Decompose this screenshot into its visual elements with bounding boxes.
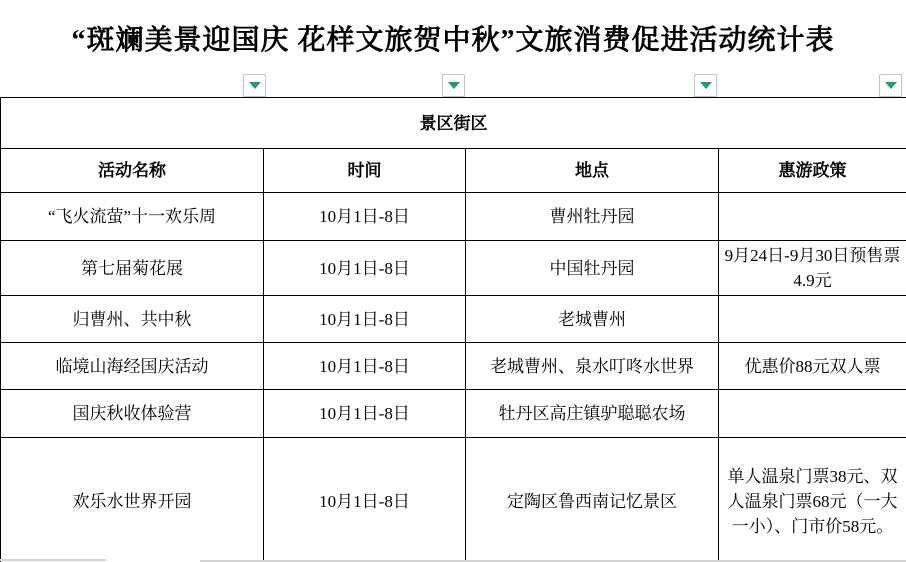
filter-dropdown-button-column-4[interactable] — [879, 74, 902, 97]
filter-dropdown-button-column-1[interactable] — [243, 74, 266, 97]
table-section-row — [1, 98, 906, 149]
filter-dropdown-button-column-2[interactable] — [442, 74, 465, 97]
filter-dropdown-arrow-icon — [448, 82, 460, 89]
cell-time: 10月1日-8日 — [264, 241, 466, 296]
activity-statistics-table — [0, 97, 906, 562]
column-header-activity-name: 活动名称 — [1, 149, 264, 193]
cell-activity-name: 欢乐水世界开园 — [1, 438, 264, 562]
cell-location: 牡丹区高庄镇驴聪聪农场 — [466, 390, 719, 438]
cell-policy — [719, 296, 906, 343]
cell-activity-name: 国庆秋收体验营 — [1, 390, 264, 438]
cell-policy — [719, 193, 906, 241]
table-row — [1, 241, 906, 296]
table-row — [1, 296, 906, 343]
cell-activity-name: “飞火流萤”十一欢乐周 — [1, 193, 264, 241]
table-row — [1, 343, 906, 390]
cell-activity-name: 临境山海经国庆活动 — [1, 343, 264, 390]
cell-location: 定陶区鲁西南记忆景区 — [466, 438, 719, 562]
cell-time: 10月1日-8日 — [264, 296, 466, 343]
cell-location: 老城曹州、泉水叮咚水世界 — [466, 343, 719, 390]
cell-policy — [719, 390, 906, 438]
cell-time: 10月1日-8日 — [264, 193, 466, 241]
cell-time: 10月1日-8日 — [264, 343, 466, 390]
column-header-policy: 惠游政策 — [719, 149, 906, 193]
cell-policy: 单人温泉门票38元、双人温泉门票68元（一大一小）、门市价58元。 — [719, 438, 906, 562]
section-header-cell: 景区街区 — [1, 98, 906, 149]
cell-location: 老城曹州 — [466, 296, 719, 343]
cutoff-gridline — [0, 559, 106, 561]
table-row — [1, 390, 906, 438]
cell-activity-name: 归曹州、共中秋 — [1, 296, 264, 343]
cell-activity-name: 第七届菊花展 — [1, 241, 264, 296]
page-title: “斑斓美景迎国庆 花样文旅贺中秋”文旅消费促进活动统计表 — [71, 25, 835, 56]
table-row — [1, 193, 906, 241]
column-header-time: 时间 — [264, 149, 466, 193]
filter-dropdown-arrow-icon — [249, 82, 261, 89]
column-header-location: 地点 — [466, 149, 719, 193]
filter-dropdown-arrow-icon — [885, 82, 897, 89]
cell-time: 10月1日-8日 — [264, 438, 466, 562]
cell-policy: 9月24日-9月30日预售票4.9元 — [719, 241, 906, 296]
table-header-row — [1, 149, 906, 193]
cell-policy: 优惠价88元双人票 — [719, 343, 906, 390]
table-row — [1, 438, 906, 562]
cell-location: 中国牡丹园 — [466, 241, 719, 296]
cell-time: 10月1日-8日 — [264, 390, 466, 438]
cell-location: 曹州牡丹园 — [466, 193, 719, 241]
filter-dropdown-arrow-icon — [700, 82, 712, 89]
filter-dropdown-button-column-3[interactable] — [694, 74, 717, 97]
